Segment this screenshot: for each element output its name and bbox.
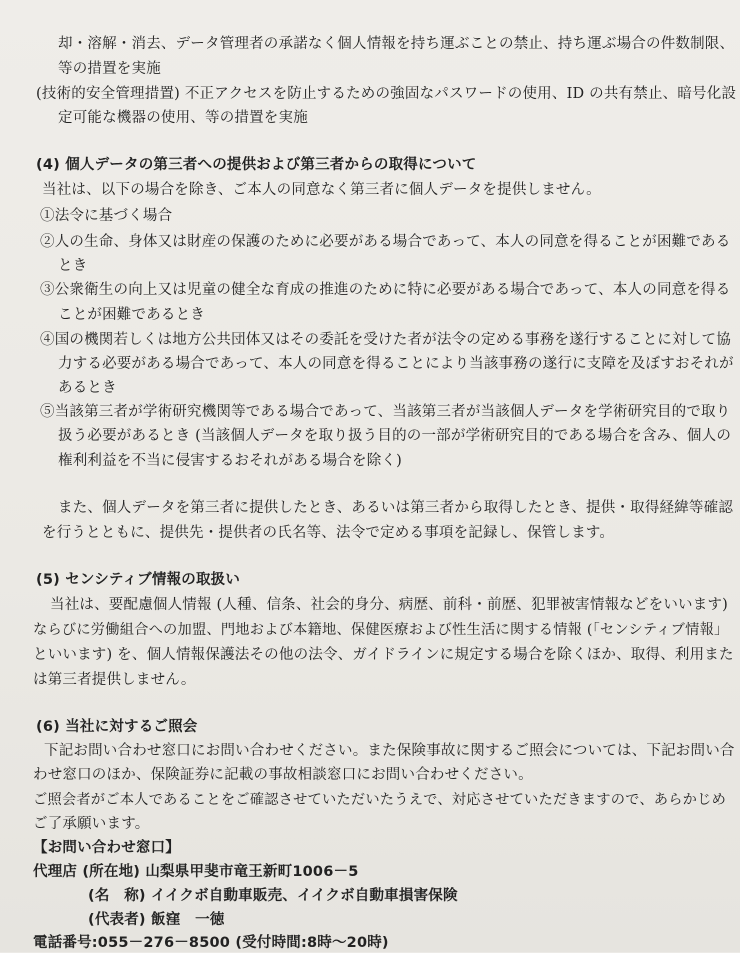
list-item: とき — [58, 258, 88, 274]
text-line: 却・溶解・消去、データ管理者の承諾なく個人情報を持ち運ぶことの禁止、持ち運ぶ場合の件数制限、 — [58, 36, 735, 52]
section-4-intro: 当社は、以下の場合を除き、ご本人の同意なく第三者に個人データを提供しません。 — [42, 182, 601, 198]
list-item: あるとき — [58, 380, 117, 396]
section-4-heading: (4) 個人データの第三者への提供および第三者からの取得について — [36, 157, 477, 173]
list-item: ②人の生命、身体又は財産の保護のために必要がある場合であって、本人の同意を得ることが困難である — [40, 234, 731, 250]
paragraph-line: 当社は、要配慮個人情報 (人種、信条、社会的身分、病歴、前科・前歴、犯罪被害情報などをいいます) — [50, 597, 729, 613]
list-item: 扱う必要があるとき (当該個人データを取り扱う目的の一部が学術研究目的である場合を含み、個人の — [58, 428, 732, 444]
text-line: (技術的安全管理措置) 不正アクセスを防止するための強固なパスワードの使用、ID の共有禁止、暗号化設 — [36, 86, 737, 102]
paragraph-line: ご照会者がご本人であることをご確認させていただいたうえで、対応させていただきますので、あらかじめ — [33, 792, 727, 808]
list-item: ④国の機関若しくは地方公共団体又はその委託を受けた者が法令の定める事務を遂行することに対して協 — [40, 332, 731, 348]
text-line: 等の措置を実施 — [58, 61, 161, 77]
agency-representative: (代表者) 飯窪 一徳 — [88, 912, 225, 928]
paragraph-line: は第三者提供しません。 — [33, 672, 196, 688]
list-item: ①法令に基づく場合 — [40, 208, 173, 224]
list-item: 権利利益を不当に侵害するおそれがある場合を除く) — [58, 453, 402, 469]
paragraph-line: ご了承願います。 — [33, 816, 150, 832]
list-item: ③公衆衛生の向上又は児童の健全な育成の推進のために特に必要がある場合であって、本人の同意を得る — [40, 282, 731, 298]
paragraph-line: また、個人データを第三者に提供したとき、あるいは第三者から取得したとき、提供・取得経緯等確認 — [58, 500, 734, 516]
section-6-heading: (6) 当社に対するご照会 — [36, 719, 198, 735]
list-item: 力する必要がある場合であって、本人の同意を得ることにより当該事務の遂行に支障を及ぼすおそれが — [58, 356, 734, 372]
phone-number: 電話番号:055－276－8500 (受付時間:8時～20時) — [33, 935, 389, 951]
paragraph-line: わせ窓口のほか、保険証券に記載の事故相談窓口にお問い合わせください。 — [33, 767, 533, 783]
section-5-heading: (5) センシティブ情報の取扱い — [36, 572, 241, 588]
paragraph-line: を行うとともに、提供先・提供者の氏名等、法令で定める事項を記録し、保管します。 — [42, 525, 615, 541]
paragraph-line: ならびに労働組合への加盟、門地および本籍地、保健医療および性生活に関する情報 (「センシティブ情報」 — [33, 622, 729, 638]
list-item: ことが困難であるとき — [58, 307, 205, 323]
paragraph-line: といいます) を、個人情報保護法その他の法令、ガイドラインに規定する場合を除くほか、取得、利用また — [33, 647, 734, 663]
text-line: 定可能な機器の使用、等の措置を実施 — [58, 110, 308, 126]
contact-heading: 【お問い合わせ窓口】 — [33, 840, 180, 856]
list-item: ⑤当該第三者が学術研究機関等である場合であって、当該第三者が当該個人データを学術研究目的で取り — [40, 404, 731, 420]
paragraph-line: 下記お問い合わせ窓口にお問い合わせください。また保険事故に関するご照会については、下記お問い合 — [44, 743, 735, 759]
agency-address: 代理店 (所在地) 山梨県甲斐市竜王新町1006－5 — [33, 864, 359, 880]
agency-name: (名 称) イイクボ自動車販売、イイクボ自動車損害保険 — [88, 888, 458, 904]
